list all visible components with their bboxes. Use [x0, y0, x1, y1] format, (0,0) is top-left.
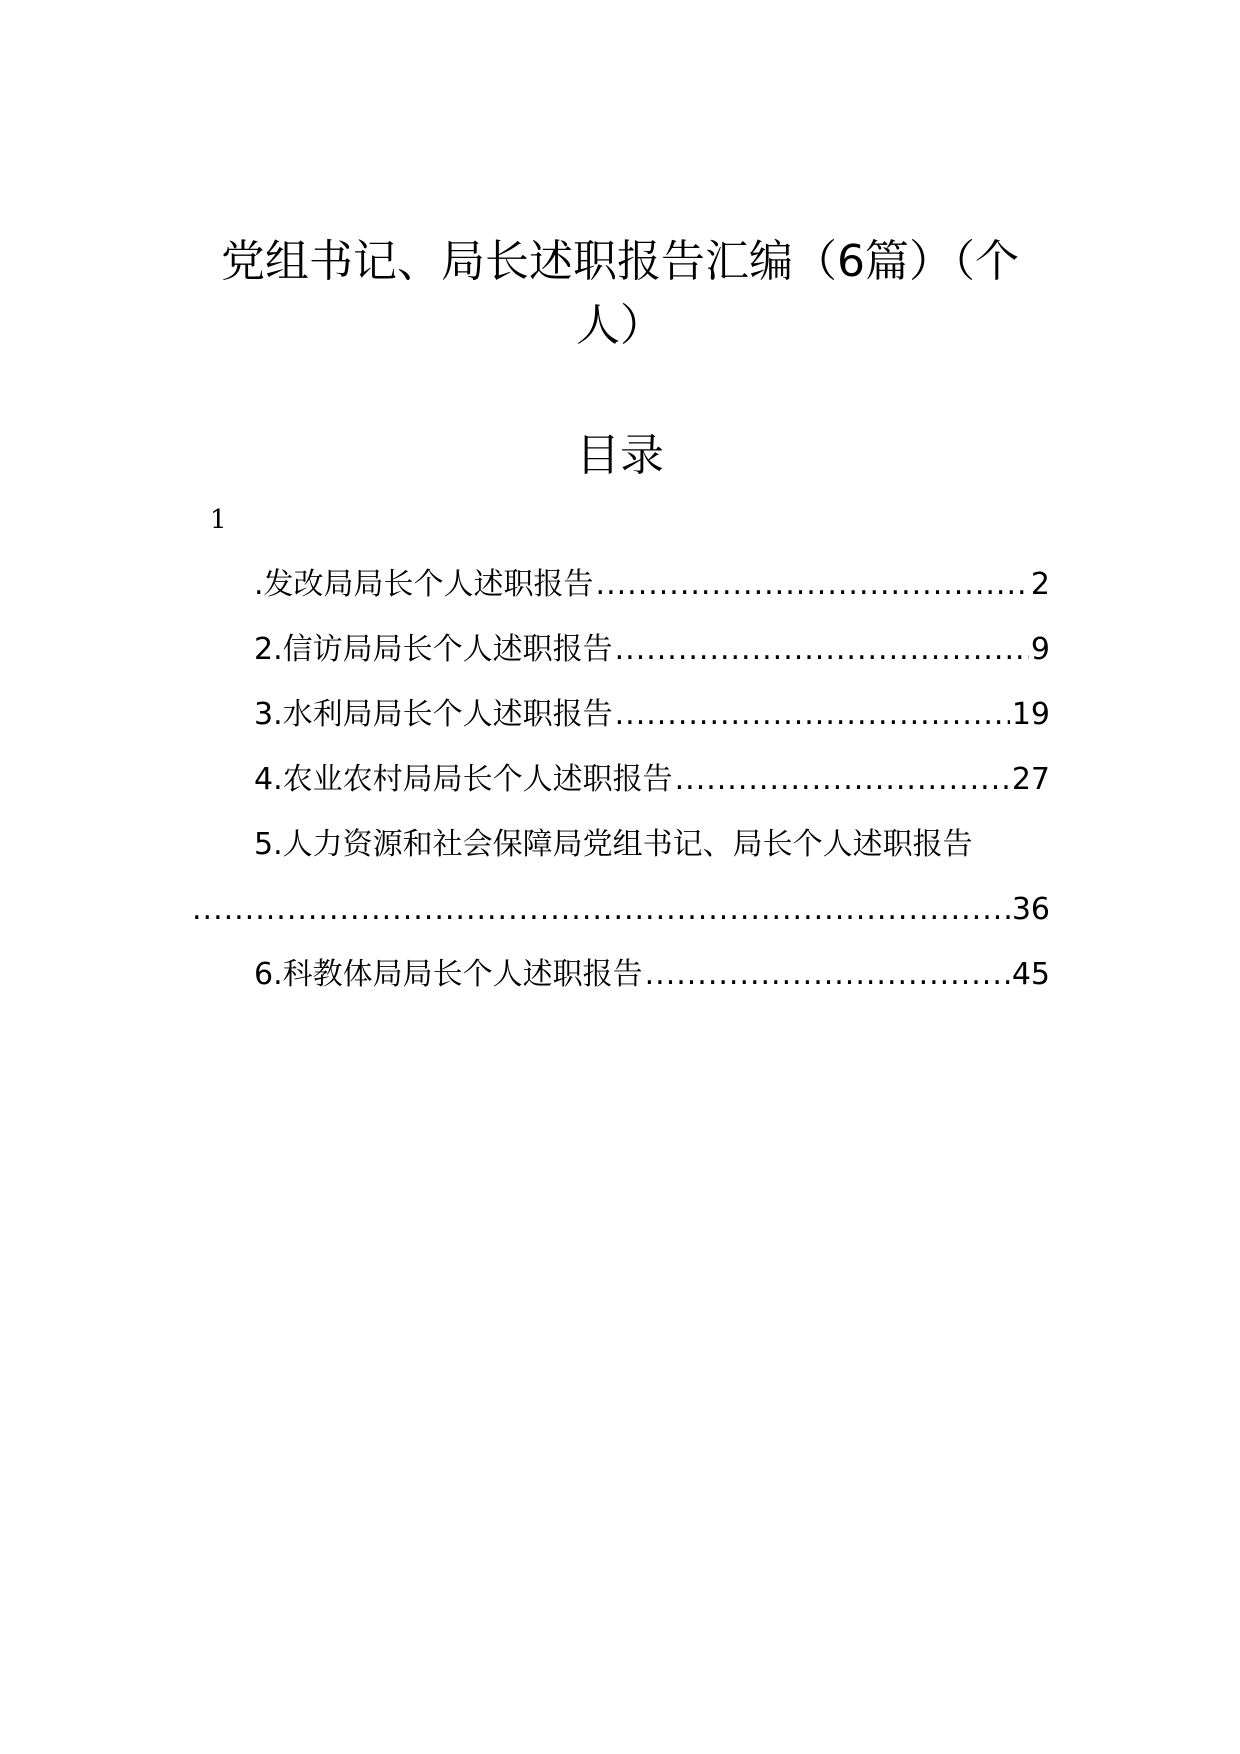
stray-number: 1 — [210, 505, 227, 535]
document-title-line-2: 人） — [576, 300, 664, 351]
toc-entry[interactable] — [190, 890, 1050, 930]
toc-entry[interactable] — [254, 565, 1050, 605]
toc-entry-label: 2.信访局局长个人述职报告 — [254, 632, 613, 667]
toc-leader-dots — [615, 630, 1029, 670]
toc-leader-dots — [596, 565, 1029, 605]
toc-entry-label: 4.农业农村局局长个人述职报告 — [254, 762, 673, 797]
toc-entry-page: 9 — [1030, 632, 1050, 667]
toc-entry-page: 36 — [1011, 892, 1050, 927]
toc-entry-page: 2 — [1030, 567, 1050, 602]
toc-leader-dots — [192, 890, 1010, 930]
toc-leader-dots — [675, 760, 1010, 800]
toc-entry[interactable] — [254, 760, 1050, 800]
toc-entry-label: 6.科教体局局长个人述职报告 — [254, 957, 643, 992]
toc-entry-page: 27 — [1011, 762, 1050, 797]
toc-entry-page: 45 — [1011, 957, 1050, 992]
toc-entry-label: 3.水利局局长个人述职报告 — [254, 697, 613, 732]
document-title-line-1: 党组书记、局长述职报告汇编（6篇）（个 — [221, 236, 1019, 287]
toc-entry[interactable] — [254, 695, 1050, 735]
toc-leader-dots — [645, 955, 1010, 995]
toc-entry[interactable] — [254, 630, 1050, 670]
toc-leader-dots — [615, 695, 1010, 735]
toc-entry[interactable] — [254, 955, 1050, 995]
toc-entry-label: .发改局局长个人述职报告 — [254, 567, 594, 602]
toc-entry-page: 19 — [1011, 697, 1050, 732]
toc-entry-wrapped-label[interactable]: 5.人力资源和社会保障局党组书记、局长个人述职报告 — [254, 827, 973, 862]
toc-heading: 目录 — [576, 430, 664, 481]
